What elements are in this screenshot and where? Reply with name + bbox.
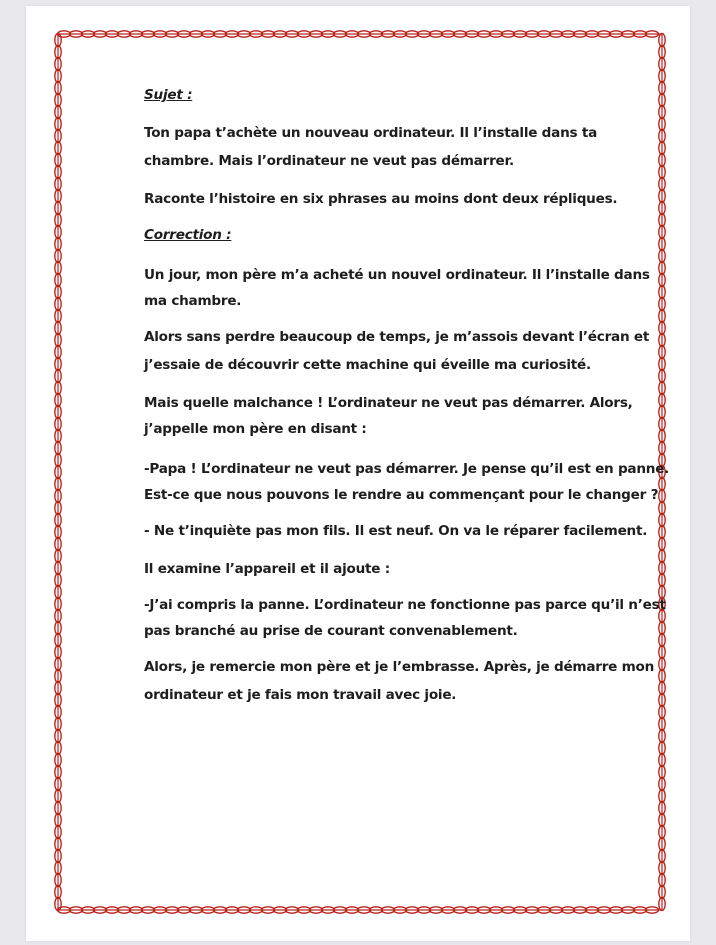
subject-heading: Sujet :: [144, 87, 193, 103]
correction-line: ordinateur et je fais mon travail avec joie.: [144, 687, 457, 703]
correction-line: pas branché au prise de courant convenablement.: [144, 623, 518, 639]
correction-line: -Papa ! L’ordinateur ne veut pas démarrer. Je pense qu’il est en panne.: [144, 461, 670, 477]
correction-line: Un jour, mon père m’a acheté un nouvel ordinateur. Il l’installe dans: [144, 267, 650, 283]
correction-line: ma chambre.: [144, 293, 242, 309]
document-sheet: [26, 6, 690, 941]
correction-heading: Correction :: [144, 227, 232, 243]
correction-line: Alors sans perdre beaucoup de temps, je m’assois devant l’écran et: [144, 329, 650, 345]
correction-line: -J’ai compris la panne. L’ordinateur ne fonctionne pas parce qu’il n’est: [144, 597, 666, 613]
correction-line: j’appelle mon père en disant :: [144, 421, 367, 437]
correction-line: Est-ce que nous pouvons le rendre au commençant pour le changer ?: [144, 487, 659, 503]
subject-line: chambre. Mais l’ordinateur ne veut pas démarrer.: [144, 153, 514, 169]
instruction-text: Raconte l’histoire en six phrases au moins dont deux répliques.: [144, 191, 618, 207]
correction-line: - Ne t’inquiète pas mon fils. Il est neuf. On va le réparer facilement.: [144, 523, 648, 539]
correction-line: Mais quelle malchance ! L’ordinateur ne veut pas démarrer. Alors,: [144, 395, 633, 411]
correction-line: j’essaie de découvrir cette machine qui éveille ma curiosité.: [144, 357, 591, 373]
subject-line: Ton papa t’achète un nouveau ordinateur. Il l’installe dans ta: [144, 125, 598, 141]
correction-line: Il examine l’appareil et il ajoute :: [144, 561, 390, 577]
correction-line: Alors, je remercie mon père et je l’embrasse. Après, je démarre mon: [144, 659, 655, 675]
